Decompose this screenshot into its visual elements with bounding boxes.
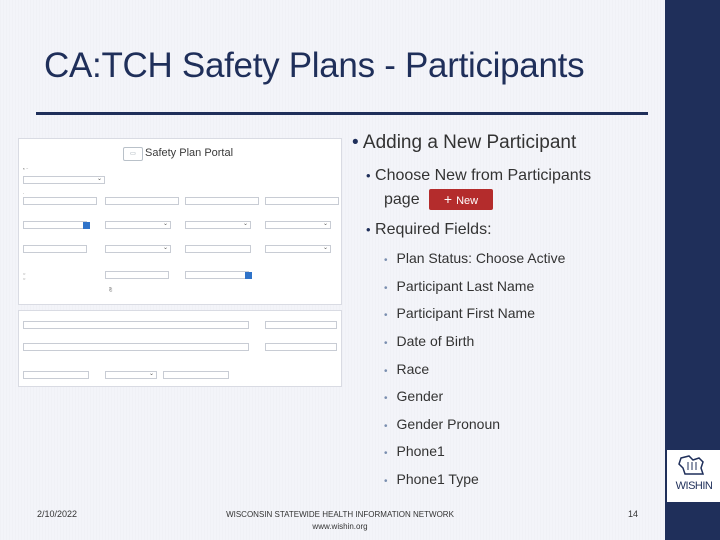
required-field-item: • Date of Birth [384,333,475,349]
required-field-item: • Phone1 Type [384,471,479,487]
form-field [105,371,157,379]
form-field [23,343,249,351]
slide-title: CA:TCH Safety Plans - Participants [44,46,585,85]
form-field [265,197,339,205]
catch-logo-icon: ▭ [123,147,143,161]
required-field-item: • Race [384,361,430,377]
required-field-item: • Phone1 [384,443,445,459]
bullet-sub1-text: Choose New from Participants [375,167,592,184]
form-field [23,321,249,329]
form-screenshot-bottom [18,310,342,387]
form-field [23,371,89,379]
radio-group: ○ ○ [23,271,26,281]
form-field [23,176,105,184]
footer-org-url: www.wishin.org [312,522,368,531]
required-field-item: • Participant First Name [384,305,535,321]
form-field [185,245,251,253]
form-field [265,321,337,329]
bullet-sub1: • Choose New from Participants [366,167,592,184]
form-field [185,271,249,279]
form-screenshot-top [18,138,342,305]
wisconsin-map-icon [673,454,713,476]
form-field [185,221,251,229]
form-field [105,271,169,279]
required-field-item: • Gender [384,388,444,404]
bullet-sub1-line2: page [384,191,420,208]
calendar-icon [245,272,252,279]
form-field [23,197,97,205]
form-field [185,197,259,205]
bullet-main: • Adding a New Participant [352,132,577,153]
title-rule [36,112,648,115]
required-field-item: • Participant Last Name [384,278,535,294]
form-field [23,221,87,229]
page-number: 14 [628,509,639,519]
portal-title: Safety Plan Portal [145,147,234,159]
form-field [163,371,229,379]
form-field [23,245,87,253]
form-field [105,245,171,253]
form-label: * ⁻ [23,167,29,172]
form-field [265,245,331,253]
footer-date: 2/10/2022 [37,509,78,519]
form-field [265,221,331,229]
logo-text: WISHIN [675,480,713,492]
plus-icon: + [443,191,453,207]
bullet-sub2-text: Required Fields: [375,221,492,238]
required-field-item: • Plan Status: Choose Active [384,250,566,266]
new-button-label: New [456,195,479,207]
calendar-icon [83,222,90,229]
footer-org-name: WISCONSIN STATEWIDE HEALTH INFORMATION NETWORK [226,510,454,519]
form-field [105,197,179,205]
wishin-logo [667,450,720,502]
form-field [265,343,337,351]
bullet-sub2: • Required Fields: [366,221,492,238]
required-field-item: • Gender Pronoun [384,416,501,432]
form-label: · [23,191,25,196]
new-button [429,189,493,210]
form-field [105,221,171,229]
attach-icon: ⎘ [109,287,113,292]
bullet-main-text: Adding a New Participant [362,132,577,153]
footer-org [160,509,520,533]
